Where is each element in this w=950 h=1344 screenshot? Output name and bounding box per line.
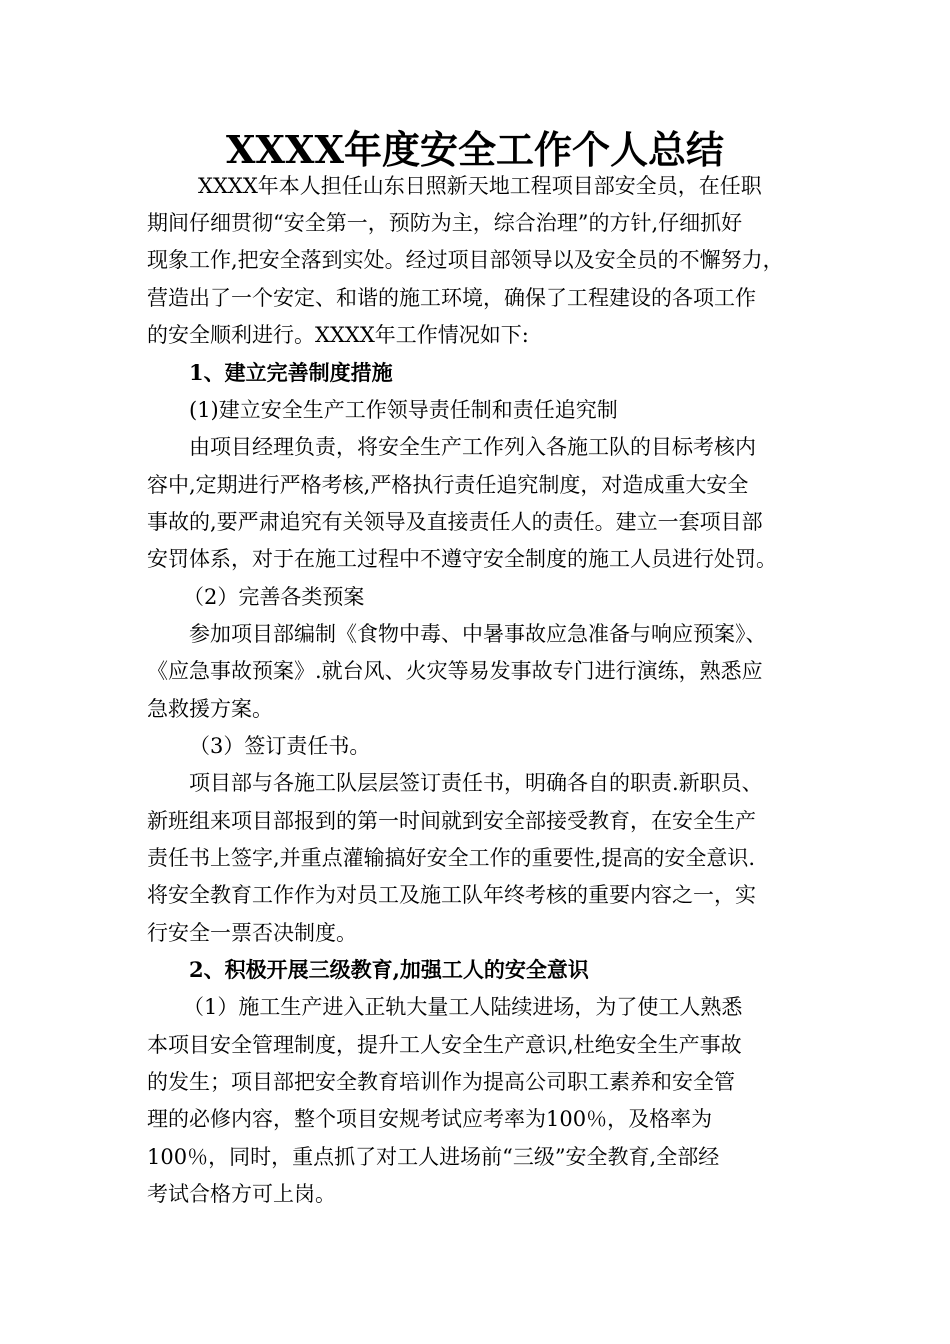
paragraph-line: 的发生；项目部把安全教育培训作为提高公司职工素养和安全管 [147,1070,735,1094]
paragraph-line: 本项目安全管理制度，提升工人安全生产意识,杜绝安全生产事故 [147,1033,742,1057]
section-heading: 2、积极开展三级教育,加强工人的安全意识 [189,957,589,982]
paragraph-line: 参加项目部编制《食物中毒、中暑事故应急准备与响应预案》、 [189,622,767,646]
paragraph-line: 安罚体系，对于在施工过程中不遵守安全制度的施工人员进行处罚。 [147,547,777,571]
subsection-heading: （3）签订责任书。 [189,734,371,758]
paragraph-line: 行安全一票否决制度。 [147,921,357,945]
paragraph-line: 的安全顺利进行。XXXX年工作情况如下: [147,323,529,347]
paragraph-line: 项目部与各施工队层层签订责任书，明确各自的职责.新职员、 [189,771,763,795]
paragraph-line: 《应急事故预案》.就台风、火灾等易发事故专门进行演练，熟悉应 [147,659,763,683]
subsection-heading: (1)建立安全生产工作领导责任制和责任追究制 [189,398,618,422]
paragraph-line: 事故的,要严肃追究有关领导及直接责任人的责任。建立一套项目部 [147,510,763,534]
paragraph-line: 由项目经理负责，将安全生产工作列入各施工队的目标考核内 [189,435,756,459]
subsection-heading: （2）完善各类预案 [183,585,365,609]
paragraph-line: 营造出了一个安定、和谐的施工环境，确保了工程建设的各项工作 [147,286,756,310]
paragraph-line: （1）施工生产进入正轨大量工人陆续进场，为了使工人熟悉 [183,995,743,1019]
paragraph-line: 期间仔细贯彻“安全第一，预防为主，综合治理”的方针,仔细抓好 [147,211,743,235]
paragraph-line: 考试合格方可上岗。 [147,1182,336,1206]
paragraph-line: 将安全教育工作作为对员工及施工队年终考核的重要内容之一，实 [147,883,756,907]
paragraph-line: 急救援方案。 [147,697,273,721]
paragraph-line: 新班组来项目部报到的第一时间就到安全部接受教育，在安全生产 [147,809,756,833]
paragraph-line: 100％，同时，重点抓了对工人进场前“三级”安全教育,全部经 [147,1145,720,1169]
section-heading: 1、建立完善制度措施 [189,360,393,385]
paragraph-line: 理的必修内容，整个项目安规考试应考率为100％，及格率为 [147,1107,713,1131]
paragraph-line: 容中,定期进行严格考核,严格执行责任追究制度，对造成重大安全 [147,473,749,497]
document-title: XXXX年度安全工作个人总结 [226,127,724,172]
paragraph-line: 现象工作,把安全落到实处。经过项目部领导以及安全员的不懈努力， [147,248,784,272]
paragraph-line: 责任书上签字,并重点灌输搞好安全工作的重要性,提高的安全意识. [147,846,756,870]
paragraph-line: XXXX年本人担任山东日照新天地工程项目部安全员，在任职 [198,174,762,198]
